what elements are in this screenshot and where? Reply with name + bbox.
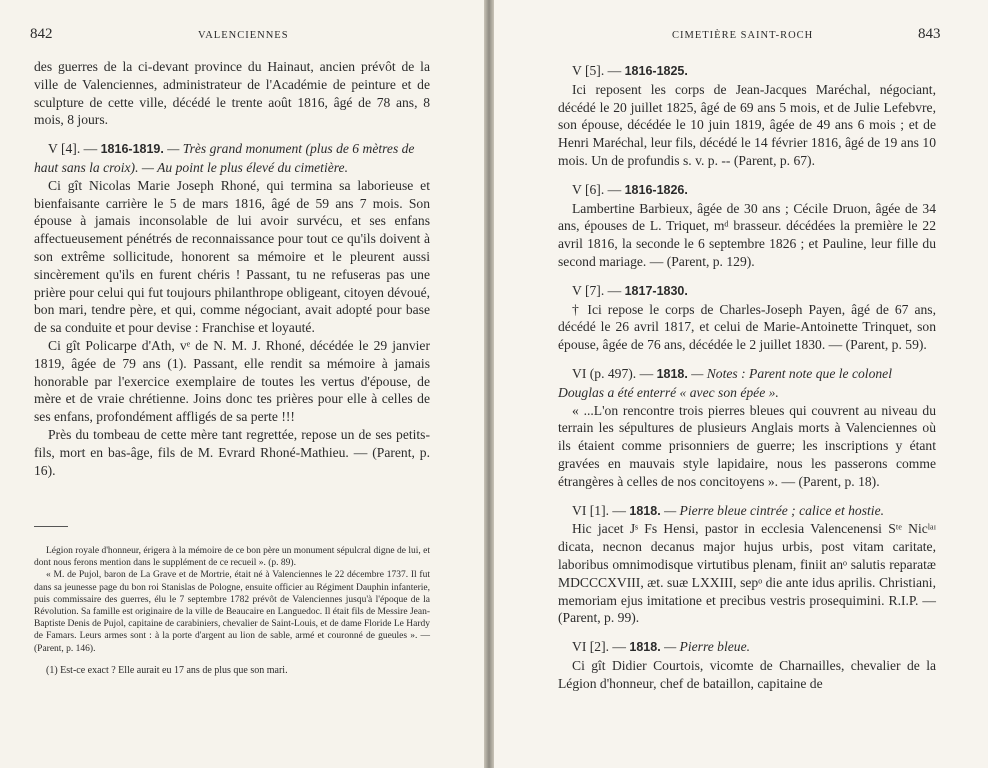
entry-heading-v4 [34,140,430,177]
left-page [0,0,484,768]
entry-v4-paragraph-1: Ci gît Nicolas Marie Joseph Rhoné, qui termina sa laborieuse et bienfaisante carrière le 5 de mars 1816, âgé de 59 ans 7 mois. Son épouse à jamais inconsolable de lui avoir survécu, et ses enfans affectueusement pénétrés de reconnaissance pour tout ce qu'ils doivent à son extrême sollicitude, honorent sa mémoire et le pleurent aussi sincèrement qu'ils en furent chéris ! Passant, tu ne refuseras pas une prière pour celui qui fut toujours philanthrope obligeant, citoyen dévoué, bon mari, tendre père, et qui, comme négociant, avait adopté pour base de sa conduite et pour devise : Franchise et loyauté. [34,177,430,336]
entry-ref: VI [1]. — [572,502,630,518]
entry-dates: 1818. [629,503,661,518]
entry-ref: V [7]. — [572,282,625,298]
entry-description: — Notes : Parent note que le colonel Douglas a été enterré « avec son épée ». [558,365,892,400]
entry-ref: V [6]. — [572,181,625,197]
entry-v7-text: † Ici repose le corps de Charles-Joseph Payen, âgé de 67 ans, décédé le 26 avril 1817, et celui de Marie-Antoinette Trinquet, son épouse, âgée de 76 ans, décédée le 2 juillet 1830. — (Parent, p. 59). [558,301,936,353]
book-gutter [484,0,494,768]
note-pujol: « M. de Pujol, baron de La Grave et de Mortrie, était né à Valenciennes le 22 décembre 1737. Il fut dans sa jeunesse page du bon roi Stanislas de Pologne, ensuite officier au Régiment Dauphin infanterie, puis commissaire des guerres, élu le 7 septembre 1782 prévôt de Valenciennes jusqu'à l'époque de la Révolution. Sa famille est originaire de la ville de Beaucaire en Languedoc. Il était fils de Messire Jean-Baptiste Denis de Pujol, capitaine de carabiniers, chevalier de Saint-Louis, et de dame Floride Le Hardy de Famars. Leurs armes sont : à la porte d'argent au lion de sable, armé et couronné de gueules ». — (Parent, p. 146). [34,570,430,654]
page-number-right: 843 [918,26,941,42]
entry-description: — Pierre bleue. [660,639,751,655]
entry-vi1-text: Hic jacet Jˢ Fs Hensi, pastor in ecclesia Valencenensi Sᵗᵉ Nicˡᵃᶦ dicata, necnon decanus major hujus urbis, post vitam caritate, laboribus omnimodisque virtutibus plenam, finiit anᵒ salutis reparatæ MDCCCXVIII, æt. suæ LXXIII, sepᵒ die ante idus aprilis. Christiani, memoriam ejus imitatione et precibus vestris prosequimini. R.I.P. — (Parent, p. 99). [558,521,936,626]
entry-v5-text: Ici reposent les corps de Jean-Jacques Maréchal, négociant, décédé le 20 juillet 1825, âgé de 69 ans 5 mois, et de Julie Lefebvre, son épouse, décédée le 10 juin 1819, âgée de 49 ans 6 mois ; et de Henri Maréchal, leur fils, décédé le 14 février 1816, âgé de 19 ans 10 mois. Un de profundis s. v. p. -- (Parent, p. 67). [558,81,936,168]
entry-v6-text: Lambertine Barbieux, âgée de 30 ans ; Cécile Druon, âgée de 34 ans, épouses de L. Triquet, mᵈ brasseur. décédées la première le 22 avril 1816, la seconde le 6 septembre 1826 ; et Pauline, leur fille du second mariage. — (Parent, p. 129). [558,200,936,269]
footnote-rule [34,526,68,527]
right-page [494,0,988,768]
entry-vi2-text: Ci gît Didier Courtois, vicomte de Charnailles, chevalier de la Légion d'honneur, chef de bataillon, capitaine de [558,657,936,691]
entry-v4-paragraph-2: Ci gît Policarpe d'Ath, vᵉ de N. M. J. Rhoné, décédée le 29 janvier 1819, âgée de 79 ans (1). Passant, elle rendit sa mémoire à jamais honorable par l'exercice exemplaire de toutes les vertus d'épouse, de mère et de vraie chrétienne. Joins donc tes prières pour elle à celles de ses enfans, profondément affligés de sa perte !!! [34,337,430,425]
entry-dates: 1816-1819. [100,142,164,157]
entry-description: — Pierre bleue cintrée ; calice et hostie. [660,502,885,518]
entry-ref: VI (p. 497). — [572,365,657,381]
running-head-right: CIMETIÈRE SAINT-ROCH [672,30,814,41]
left-main-column [34,58,430,479]
entry-ref: V [5]. — [572,63,625,78]
entry-v4-paragraph-3: Près du tombeau de cette mère tant regrettée, repose un de ses petits-fils, mort en bas-âge, fils de M. Evrard Rhoné-Mathieu. — (Parent, p. 16). [34,426,430,478]
left-notes [34,545,430,677]
entry-ref: V [4]. — [48,141,101,157]
entry-ref: VI [2]. — [572,639,630,655]
entry-dates: 1818. [656,366,688,381]
note-continuation: Légion royale d'honneur, érigera à la mémoire de ce bon père un monument sépulcral digne de lui, et dont nous ferons mention dans le supplément de ce recueil ». (p. 89). [34,546,430,569]
footnote-1: (1) Est-ce exact ? Elle aurait eu 17 ans de plus que son mari. [46,664,288,676]
entry-heading-vi2 [558,638,936,657]
entry-dates: 1816-1826. [624,182,688,197]
entry-heading-v6 [558,181,936,200]
entry-dates: 1816-1825. [624,64,688,78]
entry-dates: 1817-1830. [624,283,688,298]
entry-description: — Très grand monument (plus de 6 mètres de haut sans la croix). — Au point le plus élevé du cimetière. [34,141,415,175]
entry-heading-vi-p497 [558,365,936,402]
entry-vi-p497-quote: « ...L'on rencontre trois pierres bleues qui couvrent au niveau du terrain les sépultures de plusieurs Anglais morts à Valenciennes où ils étaient comme prisonniers de guerre; les inscriptions y étant gravées en mauvais style lapidaire, nous les passerons comme étrangères à celles de nos concitoyens ». — (Parent, p. 18). [558,402,936,489]
page-number-left: 842 [30,26,53,42]
entry-heading-vi1 [558,502,936,521]
continuation-paragraph: des guerres de la ci-devant province du Hainaut, ancien prévôt de la ville de Valenciennes, administrateur de l'Académie de peinture et de sculpture de cette ville, décédé le trente août 1816, âgé de 78 ans, 8 mois, 8 jours. [34,59,430,128]
right-main-column [558,62,936,693]
entry-dates: 1818. [629,640,661,655]
entry-heading-v7 [558,282,936,301]
running-head-left: VALENCIENNES [198,30,289,41]
entry-heading-v5 [558,62,936,81]
